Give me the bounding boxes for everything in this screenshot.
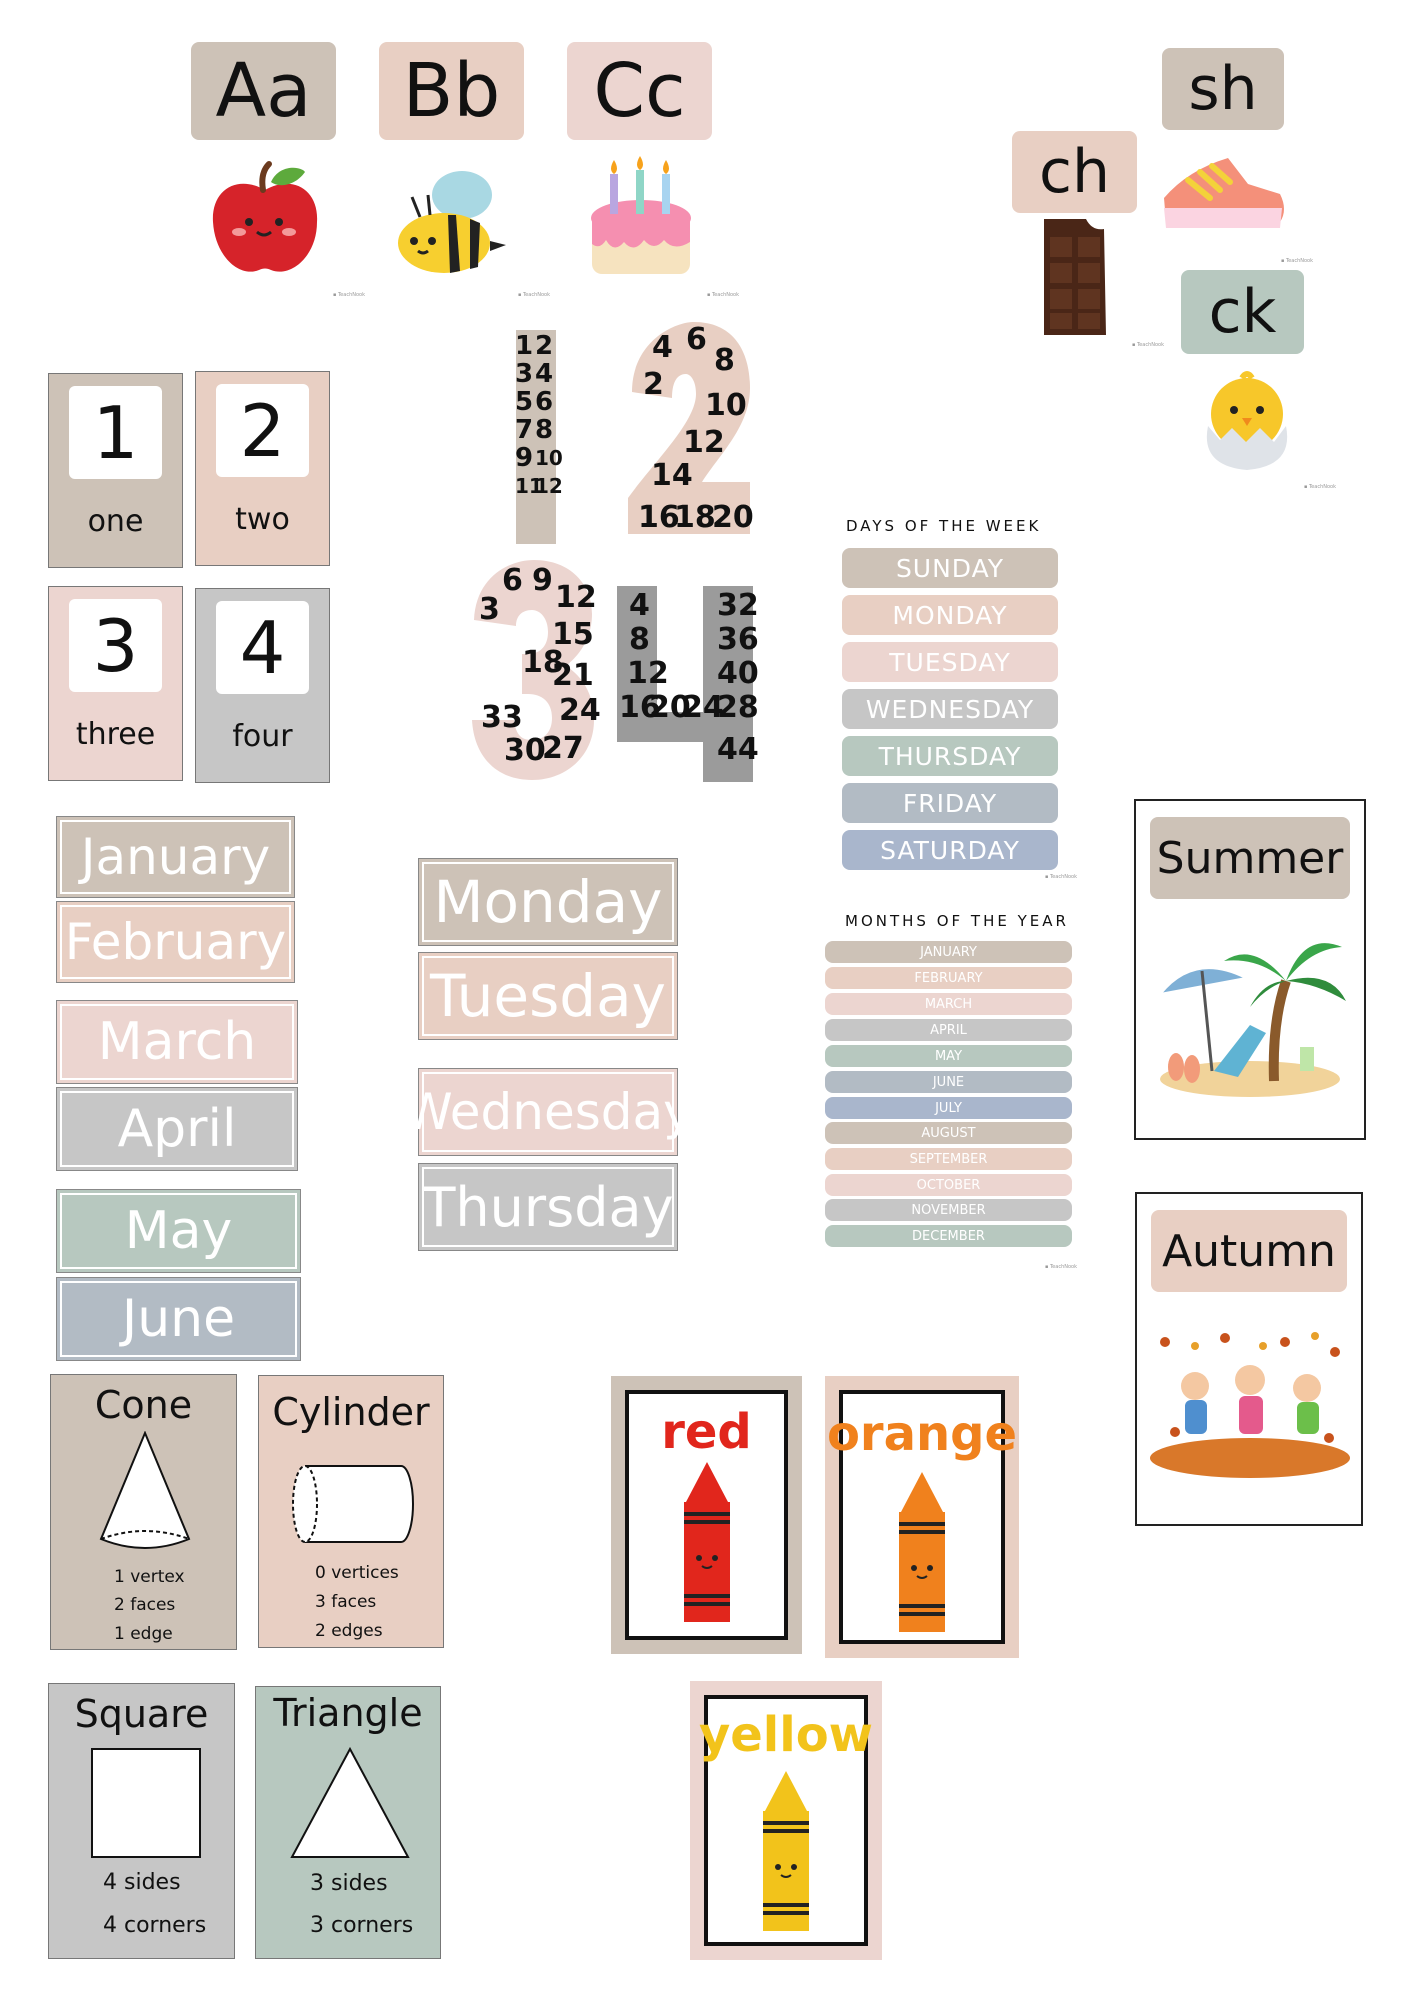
- credit-mark: ▪ TeachNook: [1045, 1264, 1077, 1270]
- cylinder-icon: [291, 1462, 415, 1546]
- beach-icon: [1154, 921, 1350, 1101]
- month-pill-may: MAY: [825, 1045, 1072, 1067]
- skip-number: 10: [535, 446, 563, 470]
- shape-property: 0 vertices: [315, 1563, 399, 1583]
- day-tile-thursday: Thursday: [418, 1163, 678, 1251]
- month-pill-february: FEBRUARY: [825, 967, 1072, 989]
- number-word: two: [235, 502, 290, 537]
- skip-number: 9: [515, 443, 534, 473]
- skip-number: 2: [643, 367, 664, 402]
- day-pill-friday: FRIDAY: [842, 783, 1058, 823]
- day-pill-saturday: SATURDAY: [842, 830, 1058, 870]
- letter-tile-c: Cc: [567, 42, 712, 140]
- skip-number: 16: [638, 500, 680, 535]
- digraph-tile-sh: sh: [1162, 48, 1284, 130]
- day-tile-monday: Monday: [418, 858, 678, 946]
- skip-number: 4: [535, 359, 554, 389]
- skip-number: 16: [619, 690, 661, 725]
- autumn-kids-icon: [1145, 1322, 1355, 1482]
- skip-number: 24: [682, 690, 724, 725]
- apple-icon: [207, 160, 323, 278]
- skip-number: 6: [535, 387, 554, 417]
- cake-icon: [580, 154, 702, 286]
- shape-title: Cone: [94, 1383, 193, 1427]
- credit-mark: ▪ TeachNook: [707, 292, 739, 298]
- skip-number: 20: [712, 500, 754, 535]
- triangle-icon: [288, 1745, 412, 1861]
- month-pill-december: DECEMBER: [825, 1225, 1072, 1247]
- number-word: three: [75, 717, 156, 752]
- shoe-icon: [1158, 150, 1288, 236]
- color-word: yellow: [698, 1707, 874, 1763]
- credit-mark: ▪ TeachNook: [518, 292, 550, 298]
- month-pill-november: NOVEMBER: [825, 1199, 1072, 1221]
- skip-number: 3: [515, 359, 534, 389]
- number-word: four: [232, 719, 293, 754]
- skip-number: 33: [481, 700, 523, 735]
- months-of-year-heading: MONTHS OF THE YEAR: [845, 912, 1069, 930]
- shape-card-cylinder: [258, 1375, 444, 1648]
- shape-property: 3 sides: [310, 1871, 388, 1896]
- skip-number: 30: [504, 733, 546, 768]
- number-digit: 1: [69, 386, 162, 479]
- skip-count-1-grid: [515, 331, 563, 500]
- skip-number: 28: [717, 690, 759, 725]
- day-pill-monday: MONDAY: [842, 595, 1058, 635]
- shape-title: Triangle: [273, 1691, 423, 1735]
- skip-number: 8: [714, 343, 735, 378]
- shape-property: 1 edge: [114, 1624, 173, 1644]
- skip-number: 27: [542, 731, 584, 766]
- credit-mark: ▪ TeachNook: [1304, 484, 1336, 490]
- shape-property: 3 faces: [315, 1592, 377, 1612]
- crayon-card-red: [611, 1376, 802, 1654]
- skip-number: 40: [717, 656, 759, 691]
- shape-card-square: [48, 1683, 235, 1959]
- month-pill-april: APRIL: [825, 1019, 1072, 1041]
- shape-property: 2 faces: [114, 1595, 176, 1615]
- letter-tile-a: Aa: [191, 42, 336, 140]
- month-pill-january: JANUARY: [825, 941, 1072, 963]
- skip-number: 18: [522, 645, 564, 680]
- skip-number: 4: [652, 330, 673, 365]
- days-of-week-heading: DAYS OF THE WEEK: [846, 517, 1042, 535]
- number-card-3: [48, 586, 183, 781]
- skip-number: 6: [686, 322, 707, 357]
- skip-number: 12: [535, 474, 563, 498]
- skip-number: 14: [651, 458, 693, 493]
- shape-property: 2 edges: [315, 1621, 383, 1641]
- crayon-card-yellow: [690, 1681, 882, 1960]
- chocolate-icon: [1040, 215, 1110, 339]
- skip-number: 4: [629, 588, 650, 623]
- number-card-4: [195, 588, 330, 783]
- month-tile-april: April: [56, 1087, 298, 1171]
- color-word: red: [661, 1404, 752, 1460]
- skip-number: 15: [552, 617, 594, 652]
- number-digit: 4: [216, 601, 309, 694]
- shape-card-triangle: [255, 1686, 441, 1959]
- month-tile-march: March: [56, 1000, 298, 1084]
- letter-tile-b: Bb: [379, 42, 524, 140]
- credit-mark: ▪ TeachNook: [333, 292, 365, 298]
- skip-number: 8: [629, 622, 650, 657]
- shape-property: 4 corners: [103, 1913, 207, 1938]
- month-tile-january: January: [56, 816, 295, 898]
- shape-card-cone: [50, 1374, 237, 1650]
- month-pill-july: JULY: [825, 1097, 1072, 1119]
- skip-number: 12: [555, 580, 597, 615]
- skip-number: 21: [552, 658, 594, 693]
- credit-mark: ▪ TeachNook: [1281, 258, 1313, 264]
- skip-number: 18: [674, 500, 716, 535]
- shape-property: 1 vertex: [114, 1567, 185, 1587]
- day-pill-thursday: THURSDAY: [842, 736, 1058, 776]
- skip-number: 9: [532, 563, 553, 598]
- month-pill-september: SEPTEMBER: [825, 1148, 1072, 1170]
- month-pill-august: AUGUST: [825, 1122, 1072, 1144]
- month-pill-march: MARCH: [825, 993, 1072, 1015]
- number-card-2: [195, 371, 330, 566]
- month-tile-february: February: [56, 901, 295, 983]
- number-digit: 3: [69, 599, 162, 692]
- skip-number: 2: [535, 331, 554, 361]
- digraph-tile-ck: ck: [1181, 270, 1304, 354]
- skip-number: 44: [717, 732, 759, 767]
- day-tile-tuesday: Tuesday: [418, 952, 678, 1040]
- skip-number: 20: [649, 690, 691, 725]
- credit-mark: ▪ TeachNook: [1132, 342, 1164, 348]
- number-digit: 2: [216, 384, 309, 477]
- crayon-card-orange: [825, 1376, 1019, 1658]
- digraph-tile-ch: ch: [1012, 131, 1137, 213]
- orange-crayon-icon: [897, 1472, 947, 1634]
- skip-number: 12: [627, 656, 669, 691]
- yellow-crayon-icon: [761, 1771, 811, 1933]
- season-card-autumn: [1135, 1192, 1363, 1526]
- skip-number: 32: [717, 588, 759, 623]
- chick-icon: [1198, 370, 1296, 474]
- square-icon: [91, 1748, 201, 1858]
- skip-number: 36: [717, 622, 759, 657]
- skip-number: 3: [479, 592, 500, 627]
- day-pill-tuesday: TUESDAY: [842, 642, 1058, 682]
- season-label: Autumn: [1151, 1210, 1347, 1292]
- bee-icon: [390, 163, 510, 283]
- number-card-1: [48, 373, 183, 568]
- season-card-summer: [1134, 799, 1366, 1140]
- day-tile-wednesday: Wednesday: [418, 1068, 678, 1156]
- month-tile-may: May: [56, 1189, 301, 1273]
- skip-number: 24: [559, 693, 601, 728]
- number-word: one: [87, 504, 144, 539]
- color-word: orange: [826, 1406, 1018, 1462]
- day-pill-sunday: SUNDAY: [842, 548, 1058, 588]
- red-crayon-icon: [682, 1462, 732, 1624]
- credit-mark: ▪ TeachNook: [1045, 874, 1077, 880]
- skip-number: 1: [515, 331, 534, 361]
- skip-number: 12: [683, 425, 725, 460]
- skip-number: 11: [515, 474, 543, 498]
- season-label: Summer: [1150, 817, 1350, 899]
- month-pill-october: OCTOBER: [825, 1174, 1072, 1196]
- shape-property: 4 sides: [103, 1870, 181, 1895]
- day-pill-wednesday: WEDNESDAY: [842, 689, 1058, 729]
- skip-number: 6: [502, 563, 523, 598]
- skip-number: 5: [515, 387, 534, 417]
- skip-number: 8: [535, 415, 554, 445]
- skip-number: 10: [705, 388, 747, 423]
- shape-title: Square: [74, 1692, 209, 1736]
- shape-title: Cylinder: [272, 1390, 430, 1434]
- month-pill-june: JUNE: [825, 1071, 1072, 1093]
- month-tile-june: June: [56, 1277, 301, 1361]
- shape-property: 3 corners: [310, 1913, 414, 1938]
- cone-icon: [97, 1431, 193, 1559]
- skip-number: 7: [515, 415, 534, 445]
